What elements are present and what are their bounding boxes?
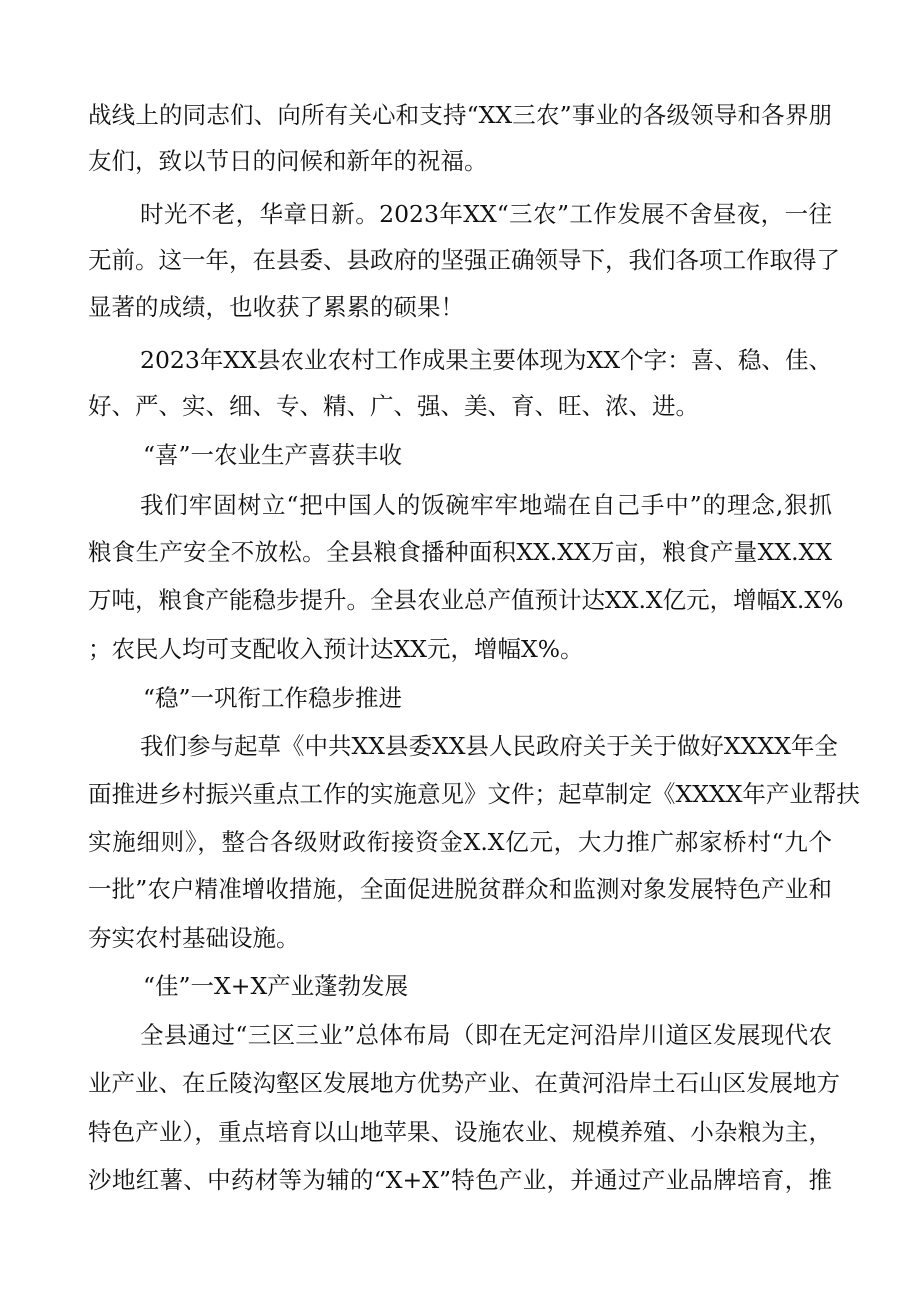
paragraph-line: 全县通过“三区三业”总体布局（即在无定河沿岸川道区发展现代农: [140, 1021, 832, 1049]
paragraph-line: 无前。这一年，在县委、县政府的坚强正确领导下，我们各项工作取得了: [88, 246, 840, 274]
paragraph-line: 特色产业），重点培育以山地苹果、设施农业、规模养殖、小杂粮为主，: [88, 1118, 832, 1146]
paragraph-line: 友们，致以节日的问候和新年的祝福。: [88, 147, 488, 175]
paragraph-line: 战线上的同志们、向所有关心和支持“XX三农”事业的各级领导和各界朋: [88, 101, 832, 129]
paragraph-line: 我们牢固树立“把中国人的饭碗牢牢地端在自己手中”的理念,狠抓: [140, 491, 832, 519]
paragraph-line: 实施细则》，整合各级财政衔接资金X.X亿元，大力推广郝家桥村“九个: [88, 828, 832, 856]
paragraph-line: 2023年XX县农业农村工作成果主要体现为XX个字：喜、稳、佳、: [140, 346, 832, 374]
paragraph-line: ；农民人均可支配收入预计达XX元，增幅X%。: [88, 635, 584, 663]
paragraph-line: 面推进乡村振兴重点工作的实施意见》文件；起草制定《XXXX年产业帮扶: [88, 780, 860, 808]
paragraph-line: 夯实农村基础设施。: [88, 924, 300, 952]
paragraph-line: 时光不老，华章日新。2023年XX“三农”工作发展不舍昼夜，一往: [140, 200, 832, 228]
paragraph-line: 沙地红薯、中药材等为辅的“X+X”特色产业，并通过产业品牌培育，推: [88, 1166, 832, 1194]
paragraph-line: 我们参与起草《中共XX县委XX县人民政府关于关于做好XXXX年全: [140, 732, 838, 760]
paragraph-line: 好、严、实、细、专、精、广、强、美、育、旺、浓、进。: [88, 392, 699, 420]
paragraph-line: 粮食生产安全不放松。全县粮食播种面积XX.XX万亩，粮食产量XX.XX: [88, 538, 832, 566]
paragraph-line: 业产业、在丘陵沟壑区发展地方优势产业、在黄河沿岸土石山区发展地方: [88, 1069, 840, 1097]
paragraph-line: 万吨，粮食产能稳步提升。全县农业总产值预计达XX.X亿元，增幅X.X%: [88, 586, 844, 614]
section-heading: “佳”一X+X产业蓬勃发展: [143, 972, 409, 1000]
section-heading: “喜”一农业生产喜获丰收: [143, 441, 403, 469]
paragraph-line: 显著的成绩，也收获了累累的硕果！: [88, 293, 464, 321]
section-heading: “稳”一巩衔工作稳步推进: [143, 684, 403, 712]
paragraph-line: 一批”农户精准增收措施，全面促进脱贫群众和监测对象发展特色产业和: [88, 875, 832, 903]
